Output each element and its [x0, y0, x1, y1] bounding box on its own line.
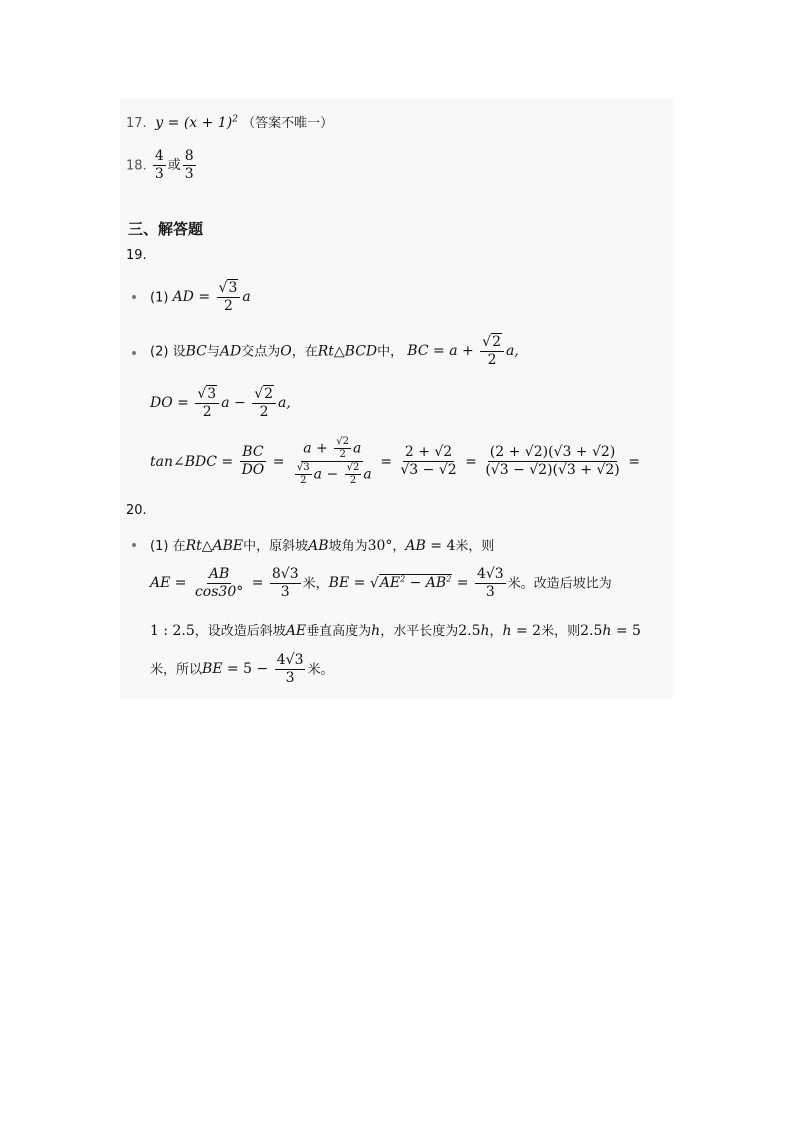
q20-text: 坡角为: [328, 539, 368, 554]
q19-number: 19.: [126, 248, 147, 263]
q17-row: [126, 112, 333, 131]
q20-text: ，则: [554, 624, 581, 639]
bullet: [132, 295, 136, 299]
q19-part2-line3: tan∠BDC = $\frac{BC}{DO}$ = a + $\frac{√2}{2}$ a $\frac{√3}{2}$ a − $\frac{√2}{2}$ a = $\frac{2 + √2}{√3 - √2}$ = $\frac{(2 + √2)(√3 + √2)}{(√3 - √2)(√3 + √2)}$ =: [150, 436, 640, 486]
q20-number: 20.: [126, 503, 147, 518]
q20-text: 米: [302, 576, 316, 592]
bullet: [132, 543, 136, 547]
q20-text: ，: [489, 624, 503, 639]
q20-p1-label: (1): [150, 539, 169, 554]
q20-line2: AE = $\frac{AB}{\cos 30^\circ}$ = $\frac{8√3}{3}$ 米，BE = $√AE^2 - AB^2$ = $\frac{4√3}{3}$ 米。改造后坡比为: [150, 566, 612, 600]
q18-row: [126, 148, 198, 183]
q20-text: ，则: [468, 539, 495, 554]
q19-text: 设: [172, 344, 186, 360]
q20-text: 在: [172, 539, 186, 554]
q19-text: 中，: [377, 344, 404, 360]
q20-line4: 米，所以BE = 5 − $\frac{4√3}{3}$ 米。: [150, 652, 334, 686]
q20-text: ，设改造后斜坡: [194, 624, 286, 639]
q19-p2-label: (2): [150, 344, 169, 360]
q17-note: （答案不唯一）: [242, 116, 334, 131]
q20-text: 米。: [307, 662, 334, 678]
q18-formula: $\frac{4}{3}$ 或 $\frac{8}{3}$: [154, 148, 194, 182]
bullet: [132, 351, 136, 355]
q20-text: 中，原斜坡: [243, 539, 309, 554]
q20-text: ，所以: [163, 662, 203, 678]
q17-formula: $y = (x + 1)^2$: [150, 114, 238, 131]
q20-text: 。改造后坡比为: [520, 576, 612, 592]
q19-text: 交点为: [241, 344, 281, 360]
section-title: 三、解答题: [128, 220, 204, 238]
q20-text: ，水平长度为: [380, 624, 459, 639]
q20-text: 垂直高度为: [306, 624, 372, 639]
q19-part2-line2: DO = $\frac{√3}{2}$ a − $\frac{√2}{2}$ a,: [150, 386, 291, 420]
q19-text: ，在: [291, 344, 318, 360]
q19-text: 与: [206, 344, 220, 360]
q20-text: ，: [392, 539, 406, 554]
q20-text: ，: [315, 576, 329, 592]
q20-text: 米: [150, 662, 164, 678]
q19-part2-line1: (2) 设BC与AD交点为O，在Rt△BCD中， BC = a + $\frac{√2}{2}$ a,: [150, 334, 519, 368]
q20-text: 米: [455, 539, 469, 554]
q20-text: 米: [507, 576, 521, 592]
q20-line3: 1 : 2.5，设改造后斜坡AE垂直高度为h，水平长度为2.5h，h = 2米，则2.5h = 5: [150, 623, 641, 639]
q17-number: 17.: [126, 116, 147, 131]
q20-text: 米: [541, 624, 555, 639]
q19-p1-label: (1): [150, 290, 169, 306]
q19-part1: (1) AD = $\frac{√3}{2}$ a: [150, 280, 251, 314]
q20-line1: (1) 在Rt△ABE中，原斜坡AB坡角为30°，AB = 4米，则: [150, 538, 495, 554]
q20-ratio: 1 : 2.5: [150, 623, 195, 639]
q18-or: 或: [167, 158, 181, 174]
q18-number: 18.: [126, 158, 147, 174]
